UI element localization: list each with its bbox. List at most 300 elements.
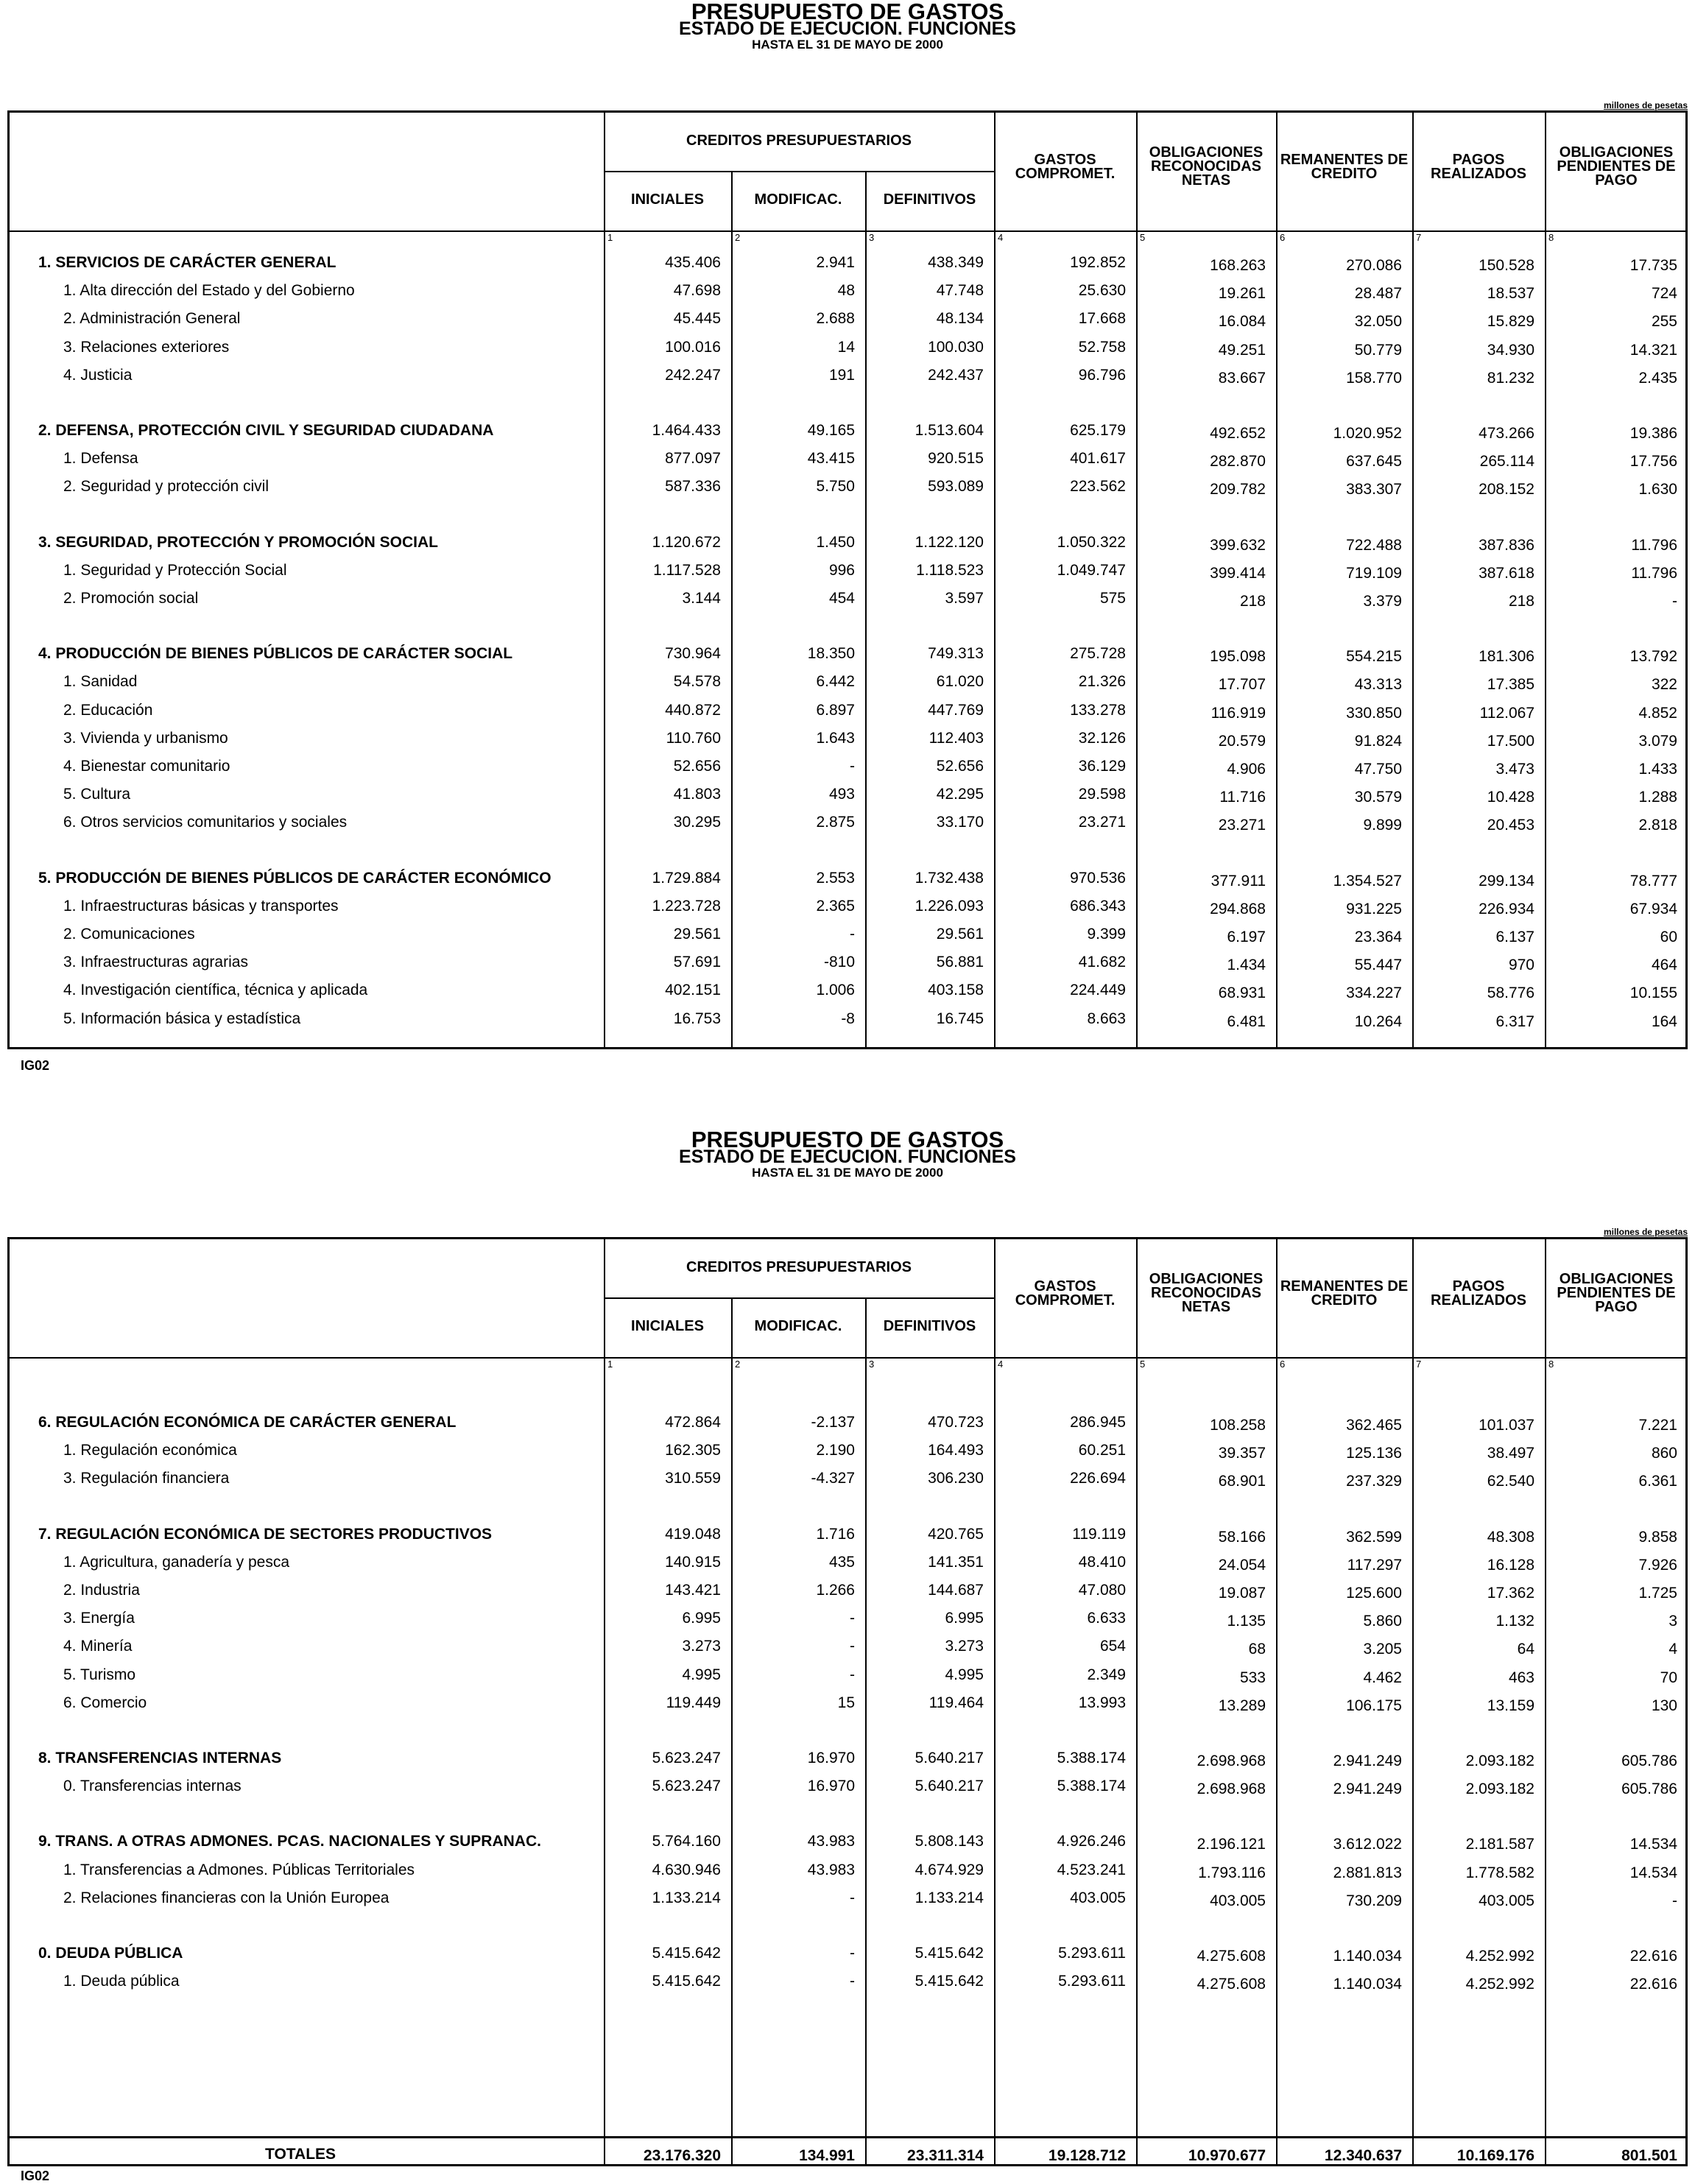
page-subtitle: ESTADO DE EJECUCION. FUNCIONES <box>679 1146 1016 1167</box>
units-note: millones de pesetas <box>1603 100 1688 110</box>
table-cell: 119.449 <box>666 1694 721 1711</box>
group-label: 0. DEUDA PÚBLICA <box>38 1945 183 1962</box>
table-cell: 60 <box>1660 929 1677 945</box>
table-cell: 242.247 <box>665 366 721 384</box>
table-cell: 17.707 <box>1218 676 1266 694</box>
table-cell: 110.760 <box>666 729 721 747</box>
header-rule <box>604 171 994 172</box>
totals-label: TOTALES <box>265 2146 336 2163</box>
row-label: 2. Seguridad y protección civil <box>63 478 269 496</box>
header-definitivos: DEFINITIVOS <box>883 191 976 208</box>
table-cell: 209.782 <box>1210 481 1266 499</box>
table-cell: 20.579 <box>1218 732 1266 750</box>
table-cell: 5.415.642 <box>915 1945 984 1962</box>
table-cell: 130 <box>1651 1697 1677 1714</box>
column-number: 1 <box>607 1359 613 1370</box>
table-cell: 150.528 <box>1479 257 1534 274</box>
table-cell: 100.030 <box>928 338 984 356</box>
table-cell: 168.263 <box>1210 257 1266 274</box>
table-cell: 1.725 <box>1638 1585 1677 1602</box>
table-cell: 3.379 <box>1363 593 1402 610</box>
table-cell: 7.221 <box>1638 1417 1677 1434</box>
table-cell: 43.313 <box>1354 676 1402 694</box>
table-cell: 91.824 <box>1354 732 1402 750</box>
table-cell: 4.275.608 <box>1197 1948 1266 1965</box>
table-cell: 52.656 <box>673 758 721 775</box>
table-cell: 1.450 <box>816 533 855 551</box>
row-label: 4. Bienestar comunitario <box>63 758 230 775</box>
table-cell: 112.067 <box>1479 704 1534 722</box>
table-cell: 2.941.249 <box>1333 1780 1402 1798</box>
header-definitivos: DEFINITIVOS <box>883 1318 976 1334</box>
row-label: 2. Administración General <box>63 310 241 328</box>
row-label: 1. Alta dirección del Estado y del Gobierno <box>63 282 355 300</box>
header-rule <box>604 1297 994 1299</box>
table-cell: 1.643 <box>816 729 855 747</box>
table-cell: 6.481 <box>1227 1012 1266 1030</box>
table-cell: 17.756 <box>1629 453 1677 471</box>
column-number: 5 <box>1140 232 1146 243</box>
row-label: 2. Educación <box>63 701 153 719</box>
table-cell: 48.308 <box>1487 1528 1534 1546</box>
table-cell: 11.796 <box>1631 564 1677 582</box>
header-gastos: GASTOS COMPROMET. <box>1015 152 1116 182</box>
table-cell: 52.758 <box>1078 338 1126 356</box>
table-cell: 383.307 <box>1346 481 1402 499</box>
header-iniciales: INICIALES <box>631 1318 704 1334</box>
table-cell: 191 <box>828 366 855 384</box>
table-cell: 30.579 <box>1354 789 1402 806</box>
table-cell: 470.723 <box>928 1414 984 1431</box>
table-cell: 1.288 <box>1638 789 1677 806</box>
table-cell: 34.930 <box>1487 341 1534 359</box>
header-remanentes: REMANENTES DE CREDITO <box>1280 152 1409 182</box>
table-cell: 435 <box>828 1553 855 1571</box>
table-cell: 23.364 <box>1354 929 1402 945</box>
table-cell: 2.093.182 <box>1465 1780 1534 1798</box>
table-cell: 5.415.642 <box>652 1973 721 1990</box>
row-label: 1. Deuda pública <box>63 1973 180 1990</box>
table-cell: 362.599 <box>1346 1528 1402 1546</box>
table-cell: 64 <box>1517 1641 1534 1658</box>
table-cell: 10.264 <box>1354 1012 1402 1030</box>
header-obligaciones: OBLIGACIONES RECONOCIDAS NETAS <box>1149 144 1264 189</box>
table-cell: 1.778.582 <box>1465 1864 1534 1881</box>
table-cell: 18.350 <box>807 645 855 663</box>
table-cell: 208.152 <box>1479 481 1534 499</box>
table-cell: 749.313 <box>928 645 984 663</box>
table-cell: 13.289 <box>1218 1697 1266 1714</box>
table-cell: 1.793.116 <box>1198 1864 1266 1881</box>
header-modificac: MODIFICAC. <box>754 1318 842 1334</box>
header-pagos: PAGOS REALIZADOS <box>1431 152 1526 182</box>
table-cell: 1.223.728 <box>652 897 721 915</box>
table-cell: 3 <box>1668 1613 1677 1630</box>
row-label: 3. Energía <box>63 1610 135 1627</box>
table-cell: 4.906 <box>1227 761 1266 778</box>
table-cell: 4.926.246 <box>1057 1833 1126 1850</box>
table-cell: 47.080 <box>1078 1582 1126 1599</box>
table-cell: 2.698.968 <box>1197 1753 1266 1769</box>
table-cell: 164.493 <box>928 1442 984 1459</box>
table-cell: 464 <box>1651 957 1677 974</box>
table-cell: 420.765 <box>928 1525 984 1543</box>
table-cell: 2.196.121 <box>1197 1836 1266 1853</box>
table-cell: 14 <box>837 338 855 356</box>
column-number: 7 <box>1416 232 1422 243</box>
group-label: 3. SEGURIDAD, PROTECCIÓN Y PROMOCIÓN SOCIAL <box>38 533 438 551</box>
table-cell: 10.155 <box>1629 984 1677 1002</box>
table-cell: 2.698.968 <box>1197 1780 1266 1798</box>
table-cell: 106.175 <box>1346 1697 1402 1714</box>
table-cell: 6.633 <box>1087 1610 1126 1627</box>
table-cell: 419.048 <box>665 1525 721 1543</box>
table-cell: 29.598 <box>1078 786 1126 803</box>
row-label: 4. Justicia <box>63 366 133 384</box>
row-label: 5. Turismo <box>63 1666 136 1683</box>
table-cell: 218 <box>1239 593 1266 610</box>
table-cell: 195.098 <box>1210 648 1266 666</box>
header-pendientes: OBLIGACIONES PENDIENTES DE PAGO <box>1557 1271 1676 1315</box>
group-label: 7. REGULACIÓN ECONÓMICA DE SECTORES PRODUCTIVOS <box>38 1525 493 1543</box>
group-label: 2. DEFENSA, PROTECCIÓN CIVIL Y SEGURIDAD CIUDADANA <box>38 422 494 439</box>
table-cell: 9.899 <box>1363 817 1402 834</box>
table-cell: 41.682 <box>1078 954 1126 971</box>
table-cell: 2.941.249 <box>1333 1753 1402 1769</box>
table-cell: 4.462 <box>1363 1669 1402 1686</box>
table-cell: 387.836 <box>1479 536 1534 554</box>
table-cell: 17.668 <box>1078 310 1126 328</box>
table-cell: 140.915 <box>665 1553 721 1571</box>
header-obligaciones: OBLIGACIONES RECONOCIDAS NETAS <box>1149 1271 1264 1315</box>
table-cell: 70 <box>1660 1669 1677 1686</box>
table-cell: 16.084 <box>1218 313 1266 331</box>
table-cell: - <box>850 1638 855 1655</box>
table-cell: 19.261 <box>1218 285 1266 303</box>
table-cell: 970.536 <box>1070 869 1126 887</box>
table-cell: 67.934 <box>1629 900 1677 917</box>
table-cell: 29.561 <box>673 926 721 943</box>
table-cell: 68.931 <box>1218 984 1266 1002</box>
table-cell: 654 <box>1099 1638 1126 1655</box>
table-cell: 14.534 <box>1629 1864 1677 1881</box>
row-label: 3. Infraestructuras agrarias <box>63 954 248 971</box>
table-cell: 55.447 <box>1354 957 1402 974</box>
table-cell: 61.020 <box>936 673 984 691</box>
table-cell: 5.764.160 <box>652 1833 721 1850</box>
row-label: 1. Transferencias a Admones. Públicas Territoriales <box>63 1861 415 1878</box>
table-cell: 399.414 <box>1210 564 1266 582</box>
table-cell: 62.540 <box>1487 1473 1534 1490</box>
table-cell: 14.321 <box>1629 341 1677 359</box>
table-cell: - <box>850 1889 855 1906</box>
table-cell: 141.351 <box>928 1553 984 1571</box>
header-modificac: MODIFICAC. <box>754 191 842 208</box>
table-cell: 49.251 <box>1218 341 1266 359</box>
table-cell: 2.093.182 <box>1465 1753 1534 1769</box>
table-cell: 17.735 <box>1629 257 1677 274</box>
column-divider <box>604 1237 605 1365</box>
table-cell: 1.049.747 <box>1057 561 1126 579</box>
table-cell: 970 <box>1508 957 1534 974</box>
table-cell: 57.691 <box>673 954 721 971</box>
table-cell: 125.136 <box>1346 1445 1402 1462</box>
column-number: 3 <box>869 1359 875 1370</box>
table-cell: 920.515 <box>928 450 984 468</box>
table-cell: 402.151 <box>665 982 721 999</box>
table-cell: 860 <box>1651 1445 1677 1462</box>
table-cell: 1.133.214 <box>915 1889 984 1906</box>
row-label: 1. Seguridad y Protección Social <box>63 561 287 579</box>
table-cell: 3.612.022 <box>1333 1836 1402 1853</box>
table-cell: 181.306 <box>1479 648 1534 666</box>
table-cell: 438.349 <box>928 254 984 271</box>
header-iniciales: INICIALES <box>631 191 704 208</box>
table-cell: 5.860 <box>1363 1613 1402 1630</box>
table-cell: 533 <box>1239 1669 1266 1686</box>
table-cell: 60.251 <box>1078 1442 1126 1459</box>
table-cell: 275.728 <box>1070 645 1126 663</box>
table-cell: 2.818 <box>1638 817 1677 834</box>
header-creditos: CREDITOS PRESUPUESTARIOS <box>686 1259 912 1275</box>
table-cell: 48.410 <box>1078 1553 1126 1571</box>
table-cell: 5.415.642 <box>915 1973 984 1990</box>
table-cell: 1.020.952 <box>1333 425 1402 442</box>
table-cell: 3.273 <box>682 1638 721 1655</box>
table-cell: 5.293.611 <box>1058 1945 1126 1962</box>
table-cell: 401.617 <box>1070 450 1126 468</box>
table-cell: 493 <box>828 786 855 803</box>
table-cell: 16.970 <box>807 1778 855 1795</box>
column-divider <box>604 110 605 239</box>
table-cell: 399.632 <box>1210 536 1266 554</box>
table-cell: 4.995 <box>945 1666 984 1683</box>
table-cell: 877.097 <box>665 450 721 468</box>
table-cell: 4.852 <box>1638 704 1677 722</box>
header-rule <box>7 1357 1688 1359</box>
footer-code: IG02 <box>21 1058 50 1073</box>
table-cell: 101.037 <box>1479 1417 1534 1434</box>
table-cell: 1.133.214 <box>652 1889 721 1906</box>
table-cell: 2.435 <box>1638 369 1677 387</box>
table-cell: 6.442 <box>816 673 855 691</box>
table-cell: 50.779 <box>1354 341 1402 359</box>
table-cell: 14.534 <box>1629 1836 1677 1853</box>
table-cell: 16.128 <box>1487 1556 1534 1574</box>
column-number: 5 <box>1140 1359 1146 1370</box>
table-cell: 47.698 <box>673 282 721 300</box>
row-label: 5. Cultura <box>63 786 131 803</box>
table-cell: 403.005 <box>1479 1892 1534 1909</box>
table-cell: 322 <box>1651 676 1677 694</box>
table-cell: 116.919 <box>1211 704 1266 722</box>
table-cell: 931.225 <box>1346 900 1402 917</box>
table-cell: 1.132 <box>1495 1613 1534 1630</box>
table-cell: 7.926 <box>1638 1556 1677 1574</box>
totals-cell: 10.970.677 <box>1188 2147 1266 2164</box>
table-cell: 3.273 <box>945 1638 984 1655</box>
table-cell: 1.140.034 <box>1333 1948 1402 1965</box>
column-divider <box>1545 239 1546 1049</box>
table-cell: 47.750 <box>1354 761 1402 778</box>
row-label: 4. Investigación científica, técnica y aplicada <box>63 982 368 999</box>
table-cell: 54.578 <box>673 673 721 691</box>
table-cell: 119.464 <box>928 1694 984 1711</box>
table-cell: 6.361 <box>1638 1473 1677 1490</box>
table-cell: - <box>1672 593 1677 610</box>
table-cell: 49.165 <box>807 422 855 439</box>
table-cell: 119.119 <box>1072 1525 1126 1543</box>
table-cell: 403.005 <box>1070 1889 1126 1906</box>
table-cell: 45.445 <box>673 310 721 328</box>
table-cell: 625.179 <box>1070 422 1126 439</box>
table-cell: 16.753 <box>673 1010 721 1027</box>
table-cell: 42.295 <box>936 786 984 803</box>
table-cell: 158.770 <box>1346 369 1402 387</box>
column-number: 4 <box>998 232 1004 243</box>
group-label: 4. PRODUCCIÓN DE BIENES PÚBLICOS DE CARÁCTER SOCIAL <box>38 645 513 663</box>
group-label: 1. SERVICIOS DE CARÁCTER GENERAL <box>38 254 336 271</box>
table-cell: 286.945 <box>1070 1414 1126 1431</box>
table-cell: 2.181.587 <box>1465 1836 1534 1853</box>
footer-code: IG02 <box>21 2169 50 2183</box>
table-cell: 1.732.438 <box>915 869 984 887</box>
table-cell: 52.656 <box>936 758 984 775</box>
table-cell: 5.640.217 <box>915 1778 984 1795</box>
table-cell: 6.317 <box>1495 1012 1534 1030</box>
table-cell: 13.993 <box>1078 1694 1126 1711</box>
table-cell: 81.232 <box>1487 369 1534 387</box>
table-cell: 387.618 <box>1479 564 1534 582</box>
table-cell: 4.275.608 <box>1197 1976 1266 1993</box>
totals-cell: 12.340.637 <box>1324 2147 1402 2164</box>
table-cell: 1.122.120 <box>915 533 984 551</box>
table-cell: 724 <box>1651 285 1677 303</box>
table-cell: 1.513.604 <box>915 422 984 439</box>
column-number: 2 <box>735 1359 741 1370</box>
table-cell: 362.465 <box>1346 1417 1402 1434</box>
table-cell: 4.995 <box>682 1666 721 1683</box>
table-cell: 9.399 <box>1087 926 1126 943</box>
table-cell: -810 <box>823 954 855 971</box>
table-cell: 32.126 <box>1078 729 1126 747</box>
table-cell: 6.995 <box>682 1610 721 1627</box>
table-cell: 22.616 <box>1629 1976 1677 1993</box>
table-cell: 294.868 <box>1210 900 1266 917</box>
table-cell: 435.406 <box>665 254 721 271</box>
table-cell: 2.875 <box>816 814 855 831</box>
table-cell: 3.144 <box>682 590 721 607</box>
row-label: 4. Minería <box>63 1638 133 1655</box>
row-label: 2. Relaciones financieras con la Unión Europea <box>63 1889 390 1906</box>
table-cell: 463 <box>1508 1669 1534 1686</box>
table-cell: - <box>850 1973 855 1990</box>
table-cell: 1.226.093 <box>915 897 984 915</box>
totals-cell: 23.311.314 <box>907 2147 984 2164</box>
table-cell: 1.120.672 <box>652 533 721 551</box>
table-cell: 2.553 <box>816 869 855 887</box>
row-label: 6. Otros servicios comunitarios y sociales <box>63 814 348 831</box>
table-cell: 2.941 <box>816 254 855 271</box>
column-number: 2 <box>735 232 741 243</box>
table-cell: 377.911 <box>1211 872 1266 890</box>
table-cell: 454 <box>828 590 855 607</box>
table-cell: - <box>1672 1892 1677 1909</box>
row-label: 1. Agricultura, ganadería y pesca <box>63 1553 290 1571</box>
table-cell: 2.881.813 <box>1333 1864 1402 1881</box>
table-cell: 593.089 <box>928 478 984 496</box>
table-cell: 1.266 <box>816 1582 855 1599</box>
table-cell: 996 <box>828 561 855 579</box>
table-cell: 39.357 <box>1218 1445 1266 1462</box>
table-cell: 43.983 <box>807 1861 855 1878</box>
table-cell: 83.667 <box>1218 369 1266 387</box>
table-cell: 43.983 <box>807 1833 855 1850</box>
column-number: 6 <box>1280 232 1286 243</box>
table-cell: 299.134 <box>1479 872 1534 890</box>
table-cell: 5.750 <box>816 478 855 496</box>
table-cell: 8.663 <box>1087 1010 1126 1027</box>
table-cell: 226.934 <box>1479 900 1534 917</box>
page-title: PRESUPUESTO DE GASTOS <box>691 1127 1004 1152</box>
table-cell: 58.166 <box>1218 1528 1266 1546</box>
table-cell: 330.850 <box>1346 704 1402 722</box>
table-cell: - <box>850 926 855 943</box>
table-cell: 237.329 <box>1346 1473 1402 1490</box>
row-label: 1. Regulación económica <box>63 1442 237 1459</box>
row-label: 3. Relaciones exteriores <box>63 338 230 356</box>
column-number: 8 <box>1548 1359 1554 1370</box>
table-cell: 144.687 <box>928 1582 984 1599</box>
page-title: PRESUPUESTO DE GASTOS <box>691 0 1004 24</box>
totals-cell: 23.176.320 <box>643 2147 721 2164</box>
table-cell: 56.881 <box>936 954 984 971</box>
table-cell: 440.872 <box>665 701 721 719</box>
table-cell: 133.278 <box>1070 701 1126 719</box>
table-cell: 43.415 <box>807 450 855 468</box>
table-cell: 5.388.174 <box>1057 1750 1126 1766</box>
row-label: 1. Infraestructuras básicas y transportes <box>63 897 339 915</box>
units-note: millones de pesetas <box>1603 1227 1688 1237</box>
table-cell: 605.786 <box>1621 1753 1677 1769</box>
row-label: 3. Regulación financiera <box>63 1470 230 1487</box>
table-cell: 226.694 <box>1070 1470 1126 1487</box>
table-cell: 1.434 <box>1227 957 1266 974</box>
table-cell: 730.964 <box>665 645 721 663</box>
table-cell: 3.205 <box>1363 1641 1402 1658</box>
totals-cell: 19.128.712 <box>1048 2147 1126 2164</box>
column-number: 3 <box>869 232 875 243</box>
table-cell: 24.054 <box>1218 1556 1266 1574</box>
table-cell: 100.016 <box>665 338 721 356</box>
table-cell: 5.808.143 <box>915 1833 984 1850</box>
table-cell: 575 <box>1099 590 1126 607</box>
table-cell: 5.623.247 <box>652 1750 721 1766</box>
date-line: HASTA EL 31 DE MAYO DE 2000 <box>752 38 943 52</box>
table-cell: -4.327 <box>811 1470 855 1487</box>
table-cell: 108.258 <box>1210 1417 1266 1434</box>
date-line: HASTA EL 31 DE MAYO DE 2000 <box>752 1166 943 1180</box>
table-cell: 1.118.523 <box>916 561 984 579</box>
table-cell: 218 <box>1508 593 1534 610</box>
table-cell: 15.829 <box>1487 313 1534 331</box>
column-divider <box>1136 239 1138 1049</box>
column-number: 8 <box>1548 232 1554 243</box>
table-cell: 310.559 <box>665 1470 721 1487</box>
table-cell: 265.114 <box>1479 453 1534 471</box>
table-cell: 29.561 <box>936 926 984 943</box>
table-cell: 282.870 <box>1210 453 1266 471</box>
